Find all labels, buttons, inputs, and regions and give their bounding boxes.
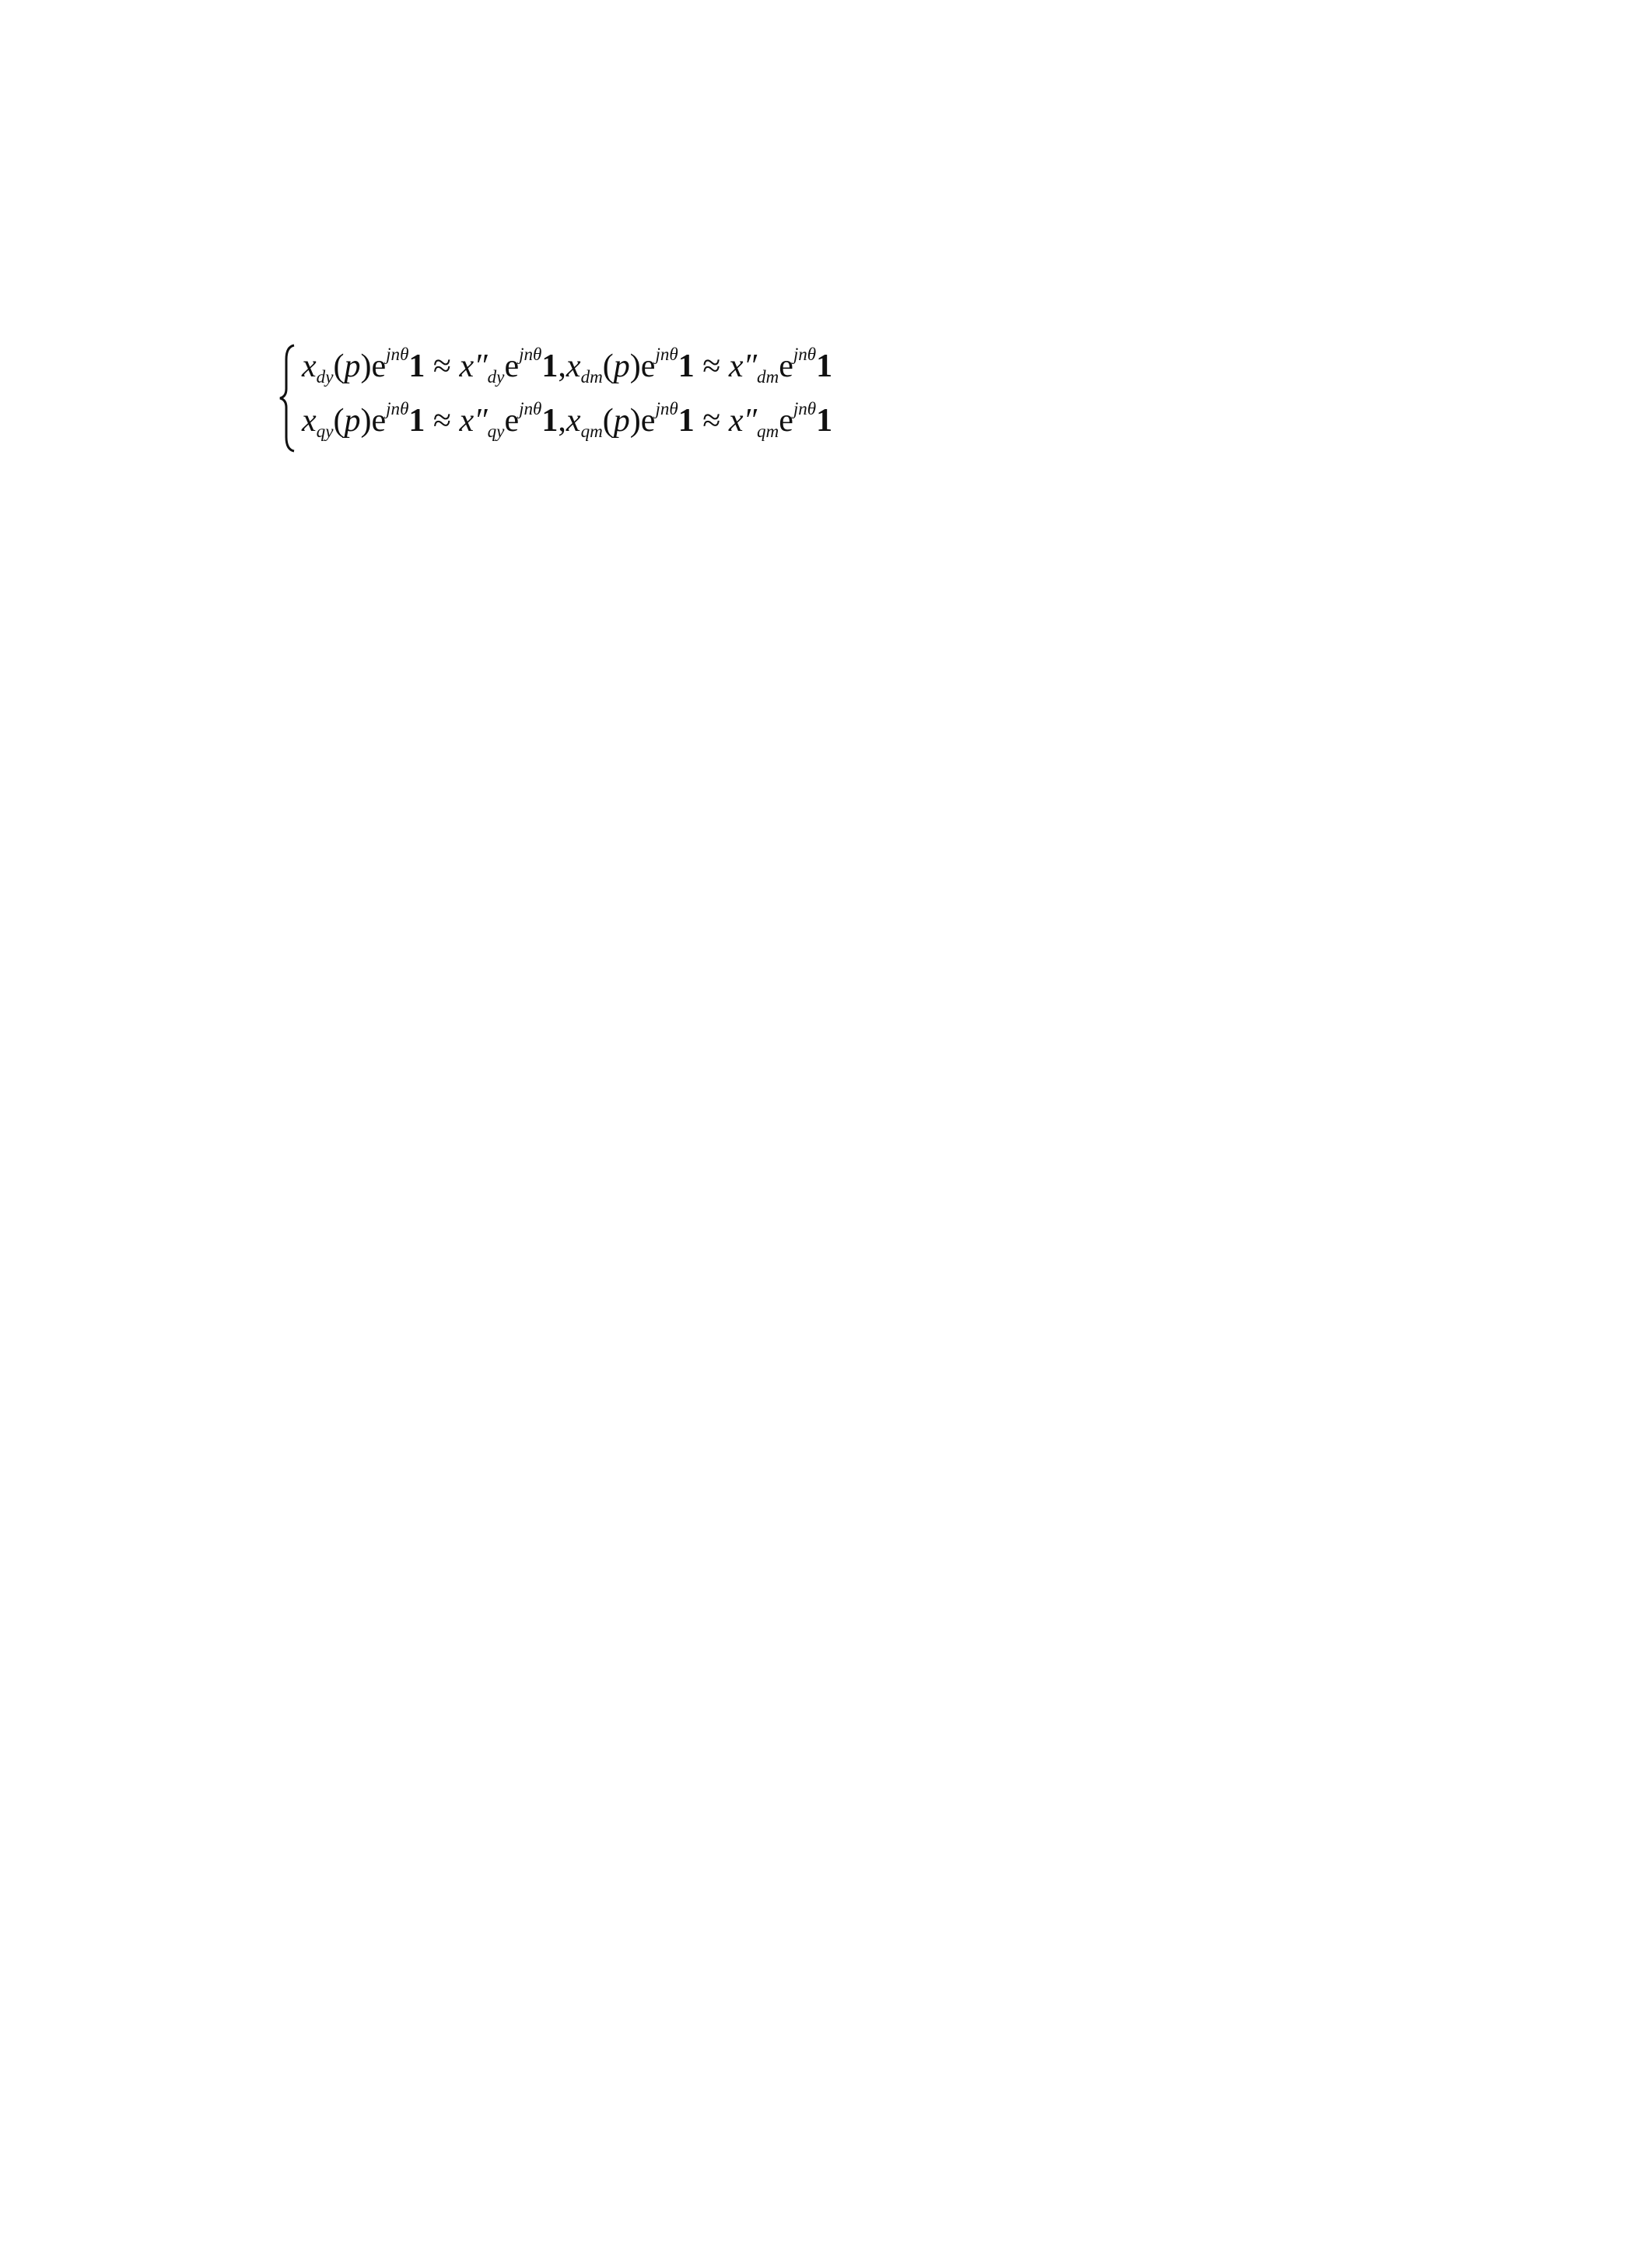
left-brace: [278, 344, 296, 453]
eq36-row-2-render: $x_{qy}(p)e^{jn\theta}1 \approx x''_{qy}e^{jn\theta}1,x_{qm}(p)e^{jn\theta}1 \approx x''_{qm}e^{jn\theta}1$: [302, 398, 833, 441]
eq36-row-1: [302, 344, 832, 387]
equation-6-3-36: [278, 344, 1445, 453]
eq36-row-2: [302, 398, 832, 442]
eq36-row-1-render: $x_{dy}(p)e^{jn\theta}1 \approx x''_{dy}e^{jn\theta}1,x_{dm}(p)e^{jn\theta}1 \approx x''_{dm}e^{jn\theta}1$: [302, 344, 833, 387]
